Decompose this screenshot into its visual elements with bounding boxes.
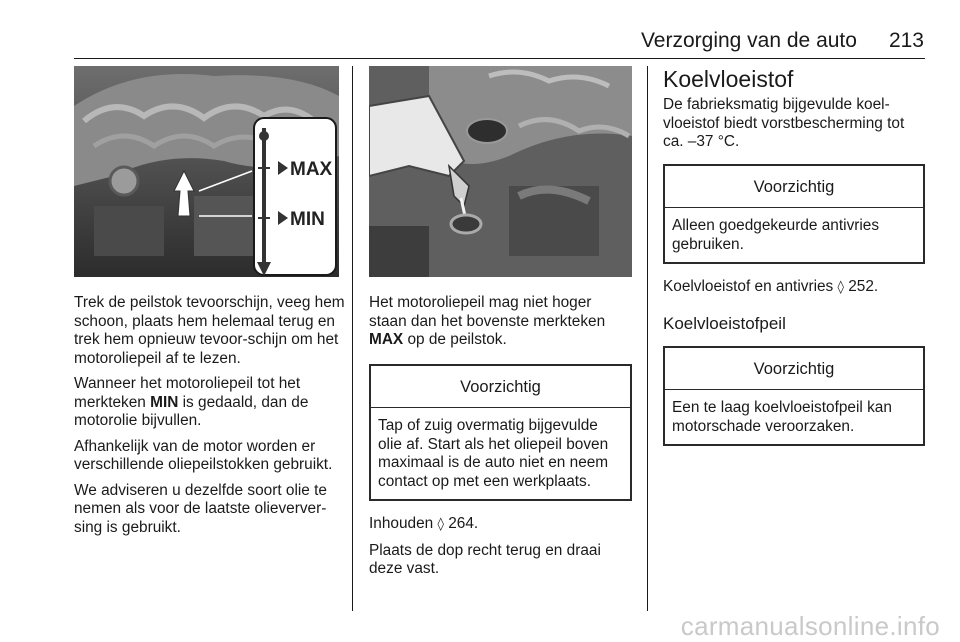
page-reference-icon: ◊: [437, 517, 444, 532]
max-marker-text: MAX: [369, 331, 404, 348]
paragraph-dipstick-instructions: Trek de peilstok tevoorschijn, veeg hem schoon, plaats hem helemaal terug en trek hem opnieuw tevoor-schijn om het motoroliepeil af te lezen.: [74, 294, 345, 367]
oil-filling-illustration: [369, 66, 632, 277]
section-heading-coolant: Koelvloeistof: [663, 66, 794, 92]
dipstick-illustration: [74, 66, 339, 277]
caution-title: Voorzichtig: [371, 366, 630, 409]
caution-body: Tap of zuig overmatig bijgevulde olie af. Start als het oliepeil boven maximaal is de auto niet en neem contact op met een werkplaats.: [378, 417, 609, 490]
column-2: [369, 294, 632, 586]
page-header: [0, 28, 924, 54]
paragraph-coolant-intro: De fabrieksmatig bijgevulde koel-vloeistof biedt vorstbescherming tot ca. –37 °C.: [663, 96, 905, 150]
paragraph-max-level: Het motoroliepeil mag niet hoger staan dan het bovenste merkteken MAX op de peilstok.: [369, 294, 606, 348]
page-number: 213: [888, 29, 924, 52]
column-divider-2: [647, 66, 648, 611]
subheading-coolant-level: Koelvloeistofpeil: [663, 313, 786, 333]
reference-coolant-antifreeze: Koelvloeistof en antivries ◊ 252.: [663, 278, 879, 295]
min-marker-text: MIN: [150, 393, 179, 411]
caution-body: Alleen goedgekeurde antivries gebruiken.: [672, 217, 880, 253]
column-divider-1: [352, 66, 353, 611]
paragraph-replace-cap: Plaats de dop recht terug en draai deze vast.: [369, 541, 601, 577]
caution-box-low-coolant: [663, 346, 925, 447]
caution-title: Voorzichtig: [665, 166, 923, 209]
column-3: [663, 66, 925, 460]
paragraph-dipstick-types: Afhankelijk van de motor worden er verschillende oliepeilstokken gebruikt.: [74, 437, 333, 473]
reference-capacities: Inhouden ◊ 264.: [369, 515, 479, 532]
caution-box-antifreeze: [663, 164, 925, 265]
header-rule: [74, 58, 925, 59]
watermark: carmanualsonline.info: [680, 611, 940, 641]
page-title: Verzorging van de auto: [640, 29, 857, 52]
paragraph-oil-advice: We adviseren u dezelfde soort olie te nemen als voor de laatste olieverver-sing is gebruikt.: [74, 481, 327, 536]
column-1: [74, 294, 346, 544]
caution-box-overfill: [369, 364, 632, 502]
caution-body: Een te laag koelvloeistofpeil kan motorschade veroorzaken.: [672, 399, 892, 435]
min-mark-label: MIN: [290, 209, 325, 230]
paragraph-min-level: Wanneer het motoroliepeil tot het merkteken MIN is gedaald, dan de motorolie bijvullen.: [74, 375, 309, 429]
caution-title: Voorzichtig: [665, 348, 923, 391]
page-reference-icon: ◊: [837, 280, 844, 295]
max-mark-label: MAX: [290, 159, 333, 180]
